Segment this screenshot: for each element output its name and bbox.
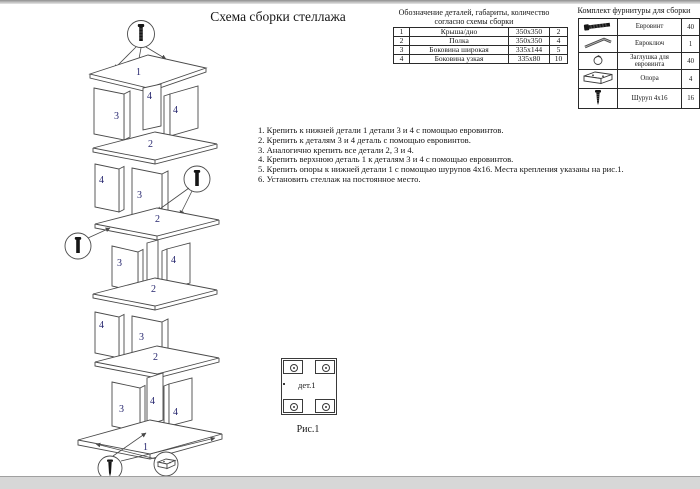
instruction-step: 4. Крепить верхнюю деталь 1 к деталям 3 и 4 с помощью евровинтов. (258, 154, 514, 165)
part-number-label: 2 (153, 352, 158, 363)
support-mount-icon (283, 360, 303, 374)
part-number-label: 2 (151, 284, 156, 295)
page-bottom-edge (0, 476, 700, 489)
part-name: Полка (410, 37, 509, 46)
part-number-label: 3 (119, 404, 124, 415)
part-number-label: 4 (99, 175, 104, 186)
part-name: Боковина узкая (410, 55, 509, 64)
part-num: 1 (394, 28, 410, 37)
euroscrew-icon (579, 19, 618, 36)
screw-icon (579, 89, 618, 109)
part-number-label: 2 (148, 139, 153, 150)
part-dims: 350x350 (509, 37, 550, 46)
part-number-label: 2 (155, 214, 160, 225)
part-qty: 4 (550, 37, 568, 46)
hexkey-icon (579, 36, 618, 53)
hardware-name: Евровинт (617, 19, 681, 36)
hardware-qty: 1 (682, 36, 700, 53)
hardware-name: Евроключ (617, 36, 681, 53)
part-num: 4 (394, 55, 410, 64)
hardware-name: Заглушка для евровинта (617, 53, 681, 70)
hardware-table (578, 18, 700, 109)
parts-caption-line1: Обозначение деталей, габариты, количество (398, 8, 550, 17)
part-qty: 2 (550, 28, 568, 37)
part-number-label: 3 (117, 258, 122, 269)
instruction-step: 6. Установить стеллаж на постоянное место. (258, 173, 421, 184)
table-row (579, 89, 700, 109)
cap-icon (579, 53, 618, 70)
support-icon (579, 70, 618, 89)
hardware-qty: 40 (682, 19, 700, 36)
part-number-label: 3 (137, 190, 142, 201)
part-number-label: 3 (114, 111, 119, 122)
hardware-qty: 4 (682, 70, 700, 89)
part-number-label: 4 (173, 407, 178, 418)
edge-mark (283, 383, 285, 385)
hardware-qty: 40 (682, 53, 700, 70)
hardware-name: Шуруп 4x16 (617, 89, 681, 109)
part-number-label: 4 (171, 255, 176, 266)
parts-caption-line2: согласно схемы сборки (434, 17, 514, 26)
instruction-step: 2. Крепить к деталям 3 и 4 деталь с помощью евровинтов. (258, 134, 471, 145)
table-row (579, 36, 700, 53)
support-mount-icon (315, 360, 335, 374)
hardware-qty: 16 (682, 89, 700, 109)
part-number-label: 3 (139, 332, 144, 343)
instruction-step: 5. Крепить опоры к нижней детали 1 с помощью шурупов 4x16. Места крепления указаны на рис.1. (258, 164, 624, 175)
page-title: Схема сборки стеллажа (210, 9, 346, 24)
hardware-name: Опора (617, 70, 681, 89)
detail-1-figure (281, 358, 337, 415)
part-qty: 10 (550, 55, 568, 64)
instruction-step: 1. Крепить к нижней детали 1 детали 3 и 4 с помощью евровинтов. (258, 125, 504, 135)
part-number-label: 4 (150, 396, 155, 407)
part-name: Боковина широкая (410, 46, 509, 55)
part-number-label: 4 (173, 105, 178, 116)
assembly-diagram (0, 0, 260, 489)
part-num: 3 (394, 46, 410, 55)
part-number-label: 4 (99, 320, 104, 331)
parts-table-caption (376, 8, 572, 26)
part-name: Крыша/дно (410, 28, 509, 37)
part-qty: 5 (550, 46, 568, 55)
assembly-instructions (258, 126, 648, 185)
support-mount-icon (283, 399, 303, 413)
parts-table (393, 27, 568, 64)
part-num: 2 (394, 37, 410, 46)
figure-caption: Рис.1 (296, 424, 320, 435)
table-row (579, 53, 700, 70)
table-row (579, 70, 700, 89)
table-row (579, 19, 700, 36)
part-dims: 335x80 (509, 55, 550, 64)
instruction-step: 3. Аналогично крепить все детали 2, 3 и 4. (258, 144, 414, 155)
detail-label: дет.1 (298, 380, 316, 390)
part-number-label: 1 (143, 442, 148, 453)
part-dims: 335x144 (509, 46, 550, 55)
part-number-label: 4 (147, 91, 152, 102)
support-mount-icon (315, 399, 335, 413)
part-dims: 350x350 (509, 28, 550, 37)
table-row (394, 55, 568, 64)
hardware-table-title: Комплект фурнитуры для сборки (577, 6, 691, 15)
part-number-label: 1 (136, 67, 141, 78)
